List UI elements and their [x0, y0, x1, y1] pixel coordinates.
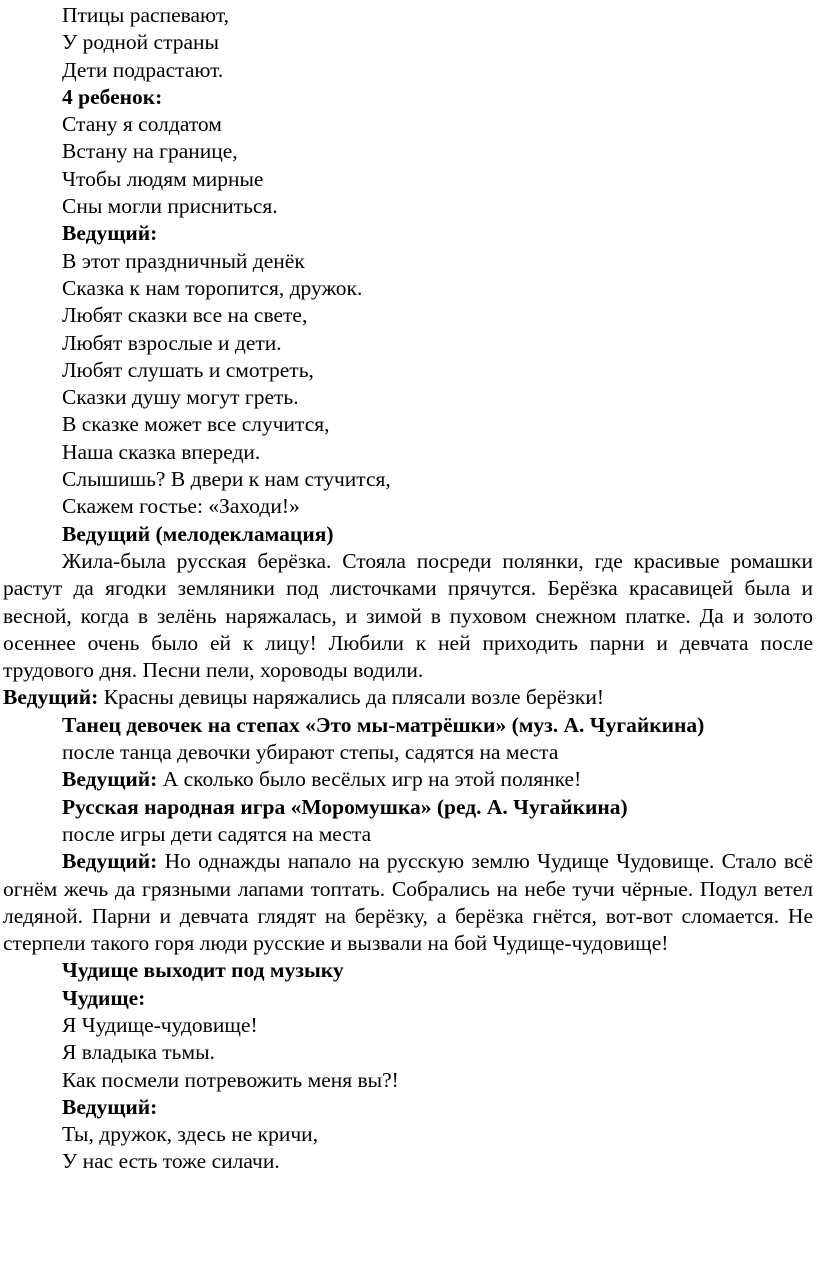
speaker-paragraph	[3, 684, 813, 711]
verse-line: Чтобы людям мирные	[62, 166, 264, 191]
speaker-label: Ведущий:	[62, 767, 158, 792]
speaker-heading: Чудище:	[62, 985, 146, 1010]
speaker-heading: Ведущий:	[62, 221, 158, 246]
speaker-label: Ведущий:	[62, 849, 158, 874]
speaker-paragraph	[3, 766, 813, 793]
speaker-heading: Чудище выходит под музыку	[62, 958, 344, 983]
prose-paragraph: Жила-была русская берёзка. Стояла посреди полянки, где красивые ромашки растут да ягодки земляники под листочками прячутся. Берёзка красавицей была и весной, когда в зелёнь наряжалась, и зимой в пуховом снежном платке. Да и золото осеннее очень было ей к лицу! Любили к ней приходить парни и девчата после трудового дня. Песни пели, хороводы водили.	[3, 548, 813, 683]
verse-line: Я Чудище-чудовище!	[62, 1012, 258, 1037]
speaker-heading: Ведущий (мелодекламация)	[62, 521, 334, 546]
verse-line: Встану на границе,	[62, 139, 238, 164]
verse-line: У нас есть тоже силачи.	[62, 1149, 280, 1174]
verse-line: Сказки душу могут греть.	[62, 385, 299, 410]
verse-line: В этот праздничный денёк	[62, 248, 305, 273]
verse-line: Стану я солдатом	[62, 112, 222, 137]
verse-line: Дети подрастают.	[62, 57, 224, 82]
verse-line: Наша сказка впереди.	[62, 439, 261, 464]
verse-line: Любят слушать и смотреть,	[62, 357, 314, 382]
speaker-text: Но однажды напало на русскую землю Чудище Чудовище. Стало всё огнём жечь да грязными лапами топтать. Собрались на небе тучи чёрные. Подул ветел ледяной. Парни и девчата глядят на берёзку, а берёзка гнётся, вот-вот сломается. Не стерпели такого горя люди русские и вызвали на бой Чудище-чудовище!	[3, 849, 813, 956]
verse-line: Сны могли присниться.	[62, 194, 278, 219]
verse-line: Ты, дружок, здесь не кричи,	[62, 1122, 319, 1147]
speaker-text: А сколько было весёлых игр на этой полянке!	[157, 767, 582, 792]
verse-line: Любят взрослые и дети.	[62, 330, 282, 355]
verse-line: после игры дети садятся на места	[62, 821, 372, 846]
verse-line: Сказка к нам торопится, дружок.	[62, 275, 363, 300]
speaker-text: Красны девицы наряжались да плясали возле берёзки!	[98, 685, 605, 710]
speaker-label: Ведущий:	[3, 685, 99, 710]
verse-line: Скажем гостье: «Заходи!»	[62, 494, 300, 519]
verse-line: после танца девочки убирают степы, садятся на места	[62, 740, 559, 765]
verse-line: Любят сказки все на свете,	[62, 303, 308, 328]
verse-line: В сказке может все случится,	[62, 412, 330, 437]
speaker-heading: Танец девочек на степах «Это мы-матрёшки» (муз. А. Чугайкина)	[62, 712, 705, 737]
speaker-heading: 4 ребенок:	[62, 84, 163, 109]
speaker-heading: Русская народная игра «Моромушка» (ред. А. Чугайкина)	[62, 794, 628, 819]
verse-line: Птицы распевают,	[62, 3, 229, 27]
speaker-heading: Ведущий:	[62, 1094, 158, 1119]
verse-line: У родной страны	[62, 30, 219, 55]
verse-line: Слышишь? В двери к нам стучится,	[62, 467, 391, 492]
verse-line: Как посмели потревожить меня вы?!	[62, 1067, 399, 1092]
speaker-paragraph	[3, 848, 813, 957]
verse-line: Я владыка тьмы.	[62, 1040, 215, 1065]
